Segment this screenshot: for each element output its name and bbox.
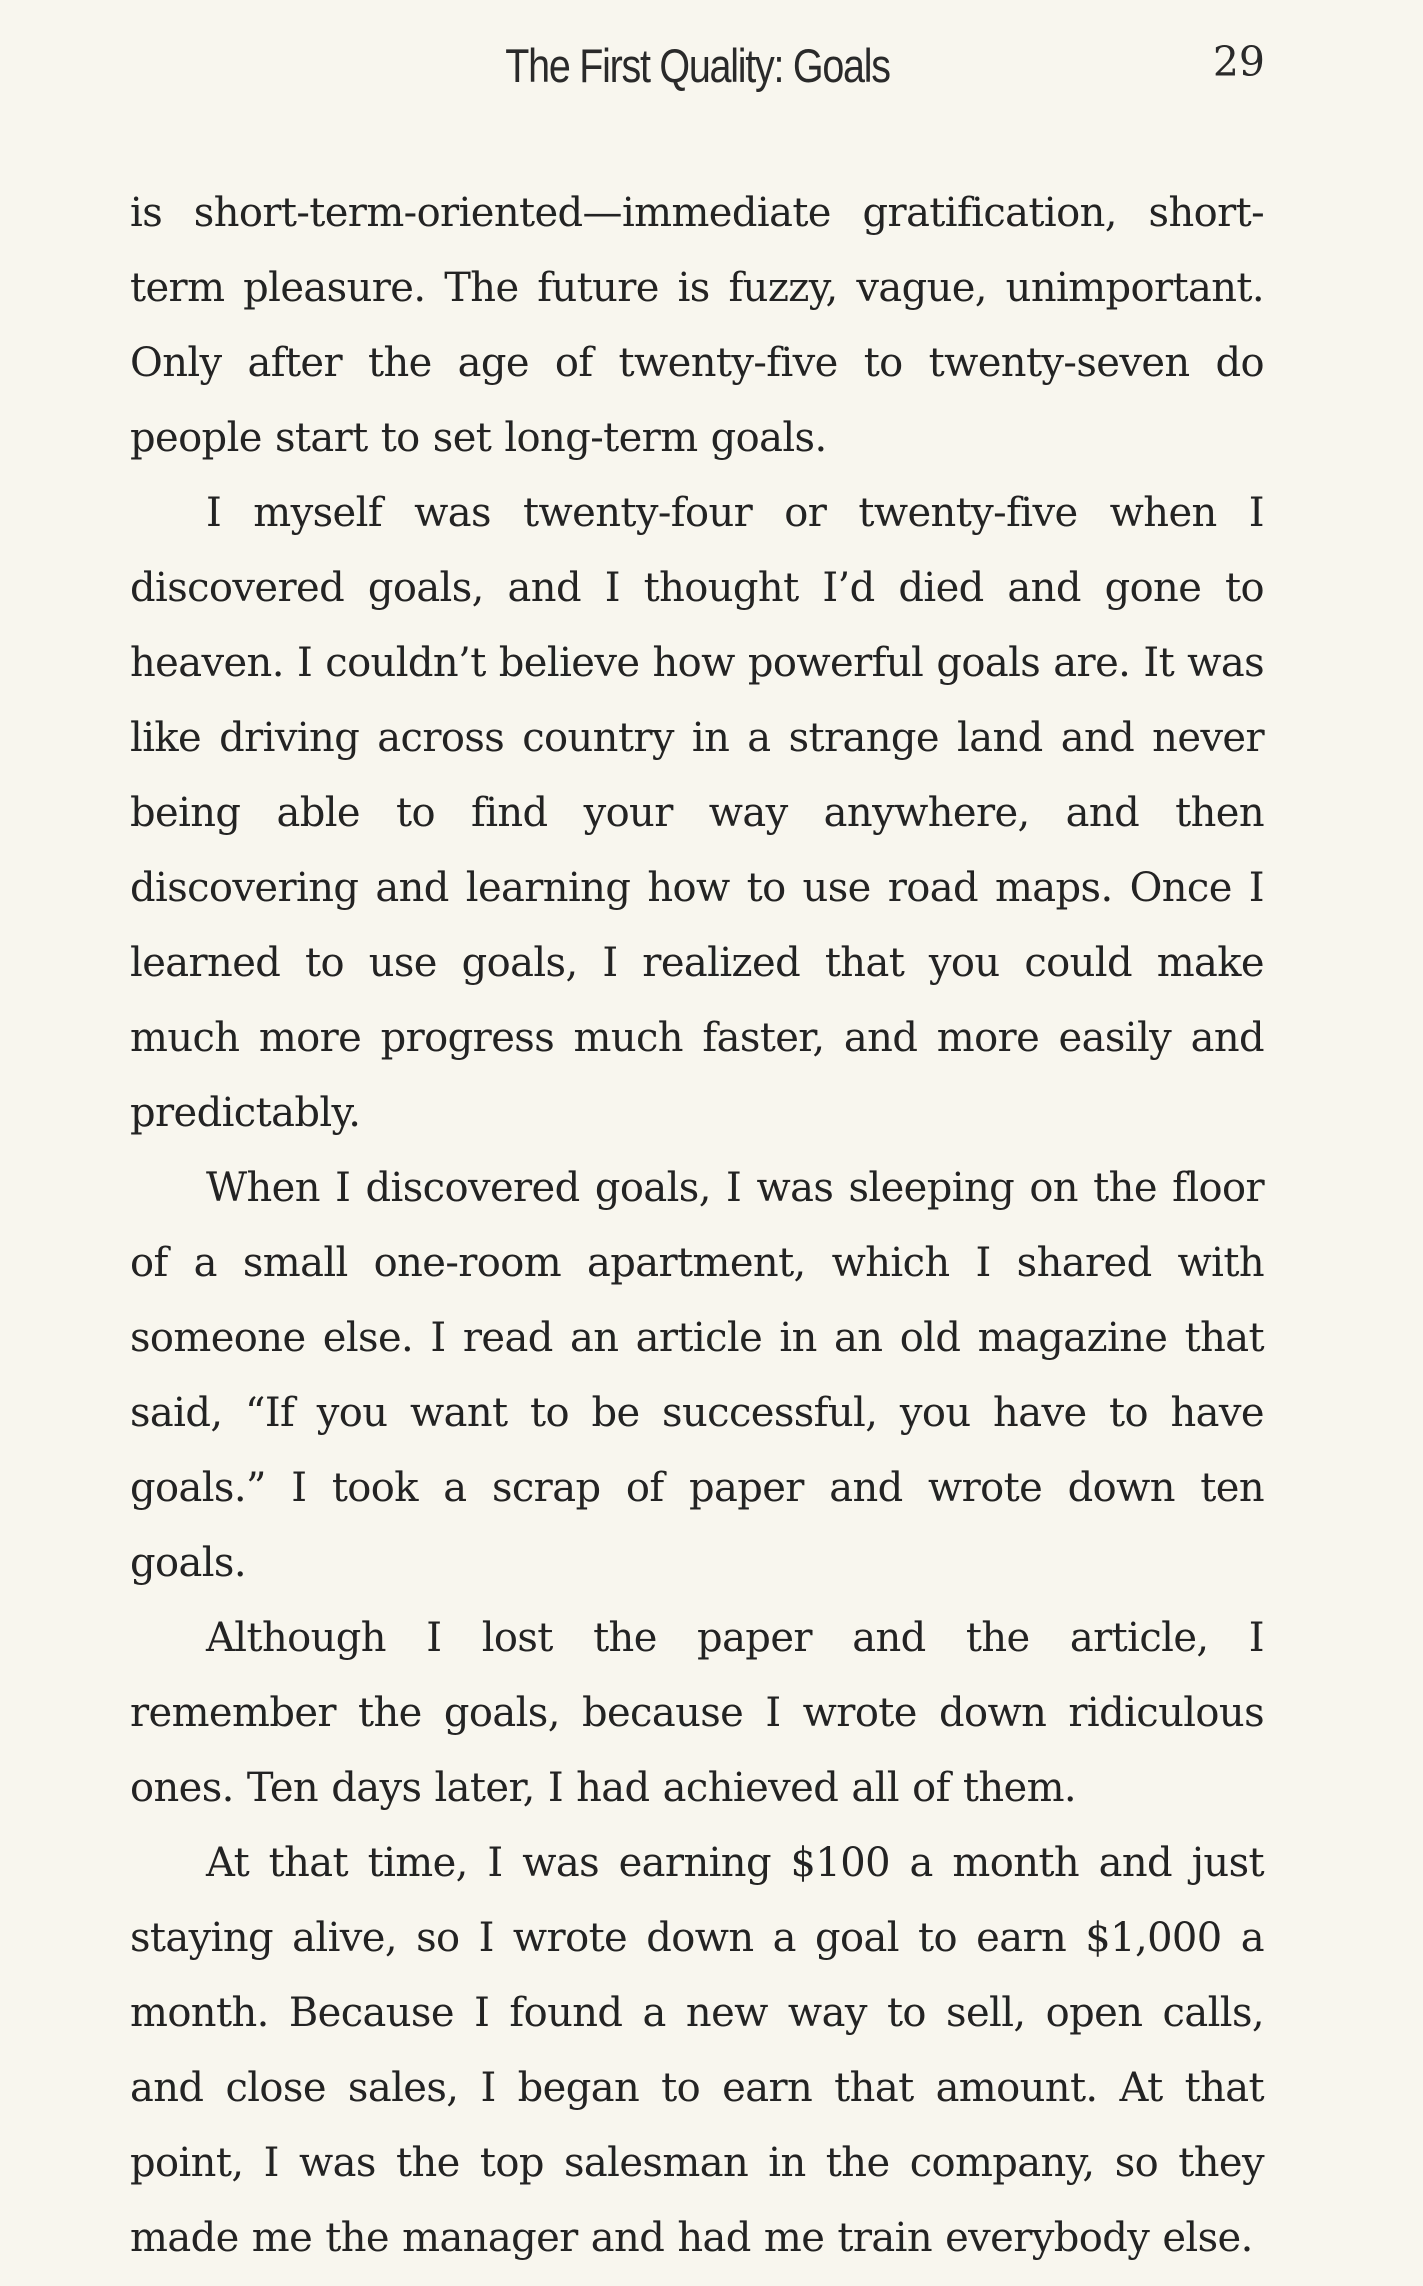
paragraph: I myself was twenty-four or twenty-five when I discovered goals, and I thought I’d died and gone to heaven. I couldn’t believe how powerful goals are. It was like driving across country in a strange land and never being able to find your way anywhere, and then discovering and learning how to use road maps. Once I learned to use goals, I realized that you could make much more progress much faster, and more easily and predictably. [130,490,1264,1136]
running-head [130,38,1265,108]
paragraph: is short-term-oriented—immediate gratification, short-term pleasure. The future is fuzzy, vague, unimportant. Only after the age of twenty-five to twenty-seven do people start to set long-term goals. [130,190,1264,461]
paragraph: Although I lost the paper and the article, I remember the goals, because I wrote down ridiculous ones. Ten days later, I had achieved all of them. [130,1615,1264,1811]
paragraph: At that time, I was earning $100 a month and just staying alive, so I wrote down a goal to earn $1,000 a month. Because I found a new way to sell, open calls, and close sales, I began to earn that amount. At that point, I was the top salesman in the company, so they made me the manager and had me train everybody else. [130,1840,1264,2261]
page-number: 29 [1212,38,1265,86]
running-title: The First Quality: Goals [505,39,890,92]
body-text [130,176,1264,2276]
paragraph: When I discovered goals, I was sleeping on the floor of a small one-room apartment, which I shared with someone else. I read an article in an old magazine that said, “If you want to be successful, you have to have goals.” I took a scrap of paper and wrote down ten goals. [130,1165,1264,1586]
